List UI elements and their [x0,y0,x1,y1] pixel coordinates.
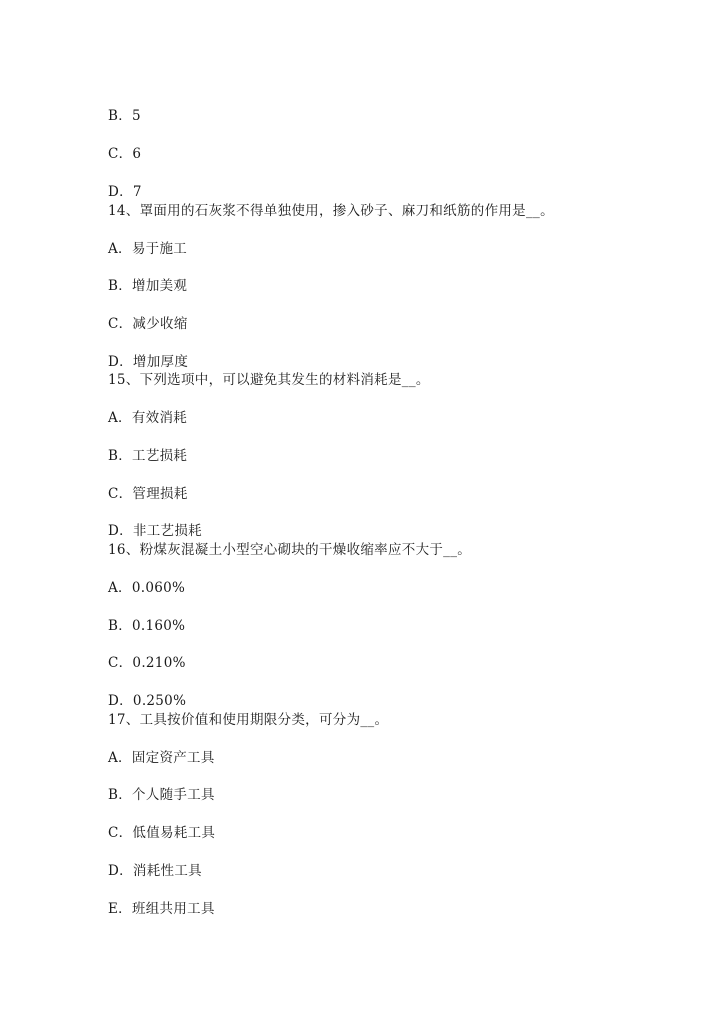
option-d: D．非工艺损耗 [108,523,202,539]
question-15: 15、下列选项中，可以避免其发生的材料消耗是__。 [108,372,430,388]
option-b: B．0.160% [108,618,186,634]
option-c: C．减少收缩 [108,316,188,332]
option-d: D．7 [108,184,142,200]
option-c: C．0.210% [108,655,186,671]
option-e: E．班组共用工具 [108,901,215,917]
question-17: 17、工具按价值和使用期限分类，可分为__。 [108,712,389,728]
option-c: C．6 [108,146,142,162]
option-a: A．0.060% [108,580,186,596]
option-c: C．管理损耗 [108,486,188,502]
option-a: A．固定资产工具 [108,750,215,766]
option-b: B．5 [108,108,141,124]
option-a: A．有效消耗 [108,410,188,426]
question-14: 14、罩面用的石灰浆不得单独使用，掺入砂子、麻刀和纸筋的作用是__。 [108,203,554,219]
option-b: B．个人随手工具 [108,787,215,803]
option-a: A．易于施工 [108,241,188,257]
question-16: 16、粉煤灰混凝土小型空心砌块的干燥收缩率应不大于__。 [108,542,472,558]
option-d: D．0.250% [108,693,187,709]
option-b: B．增加美观 [108,278,188,294]
option-b: B．工艺损耗 [108,448,188,464]
option-d: D．增加厚度 [108,354,189,370]
option-c: C．低值易耗工具 [108,825,216,841]
option-d: D．消耗性工具 [108,863,202,879]
